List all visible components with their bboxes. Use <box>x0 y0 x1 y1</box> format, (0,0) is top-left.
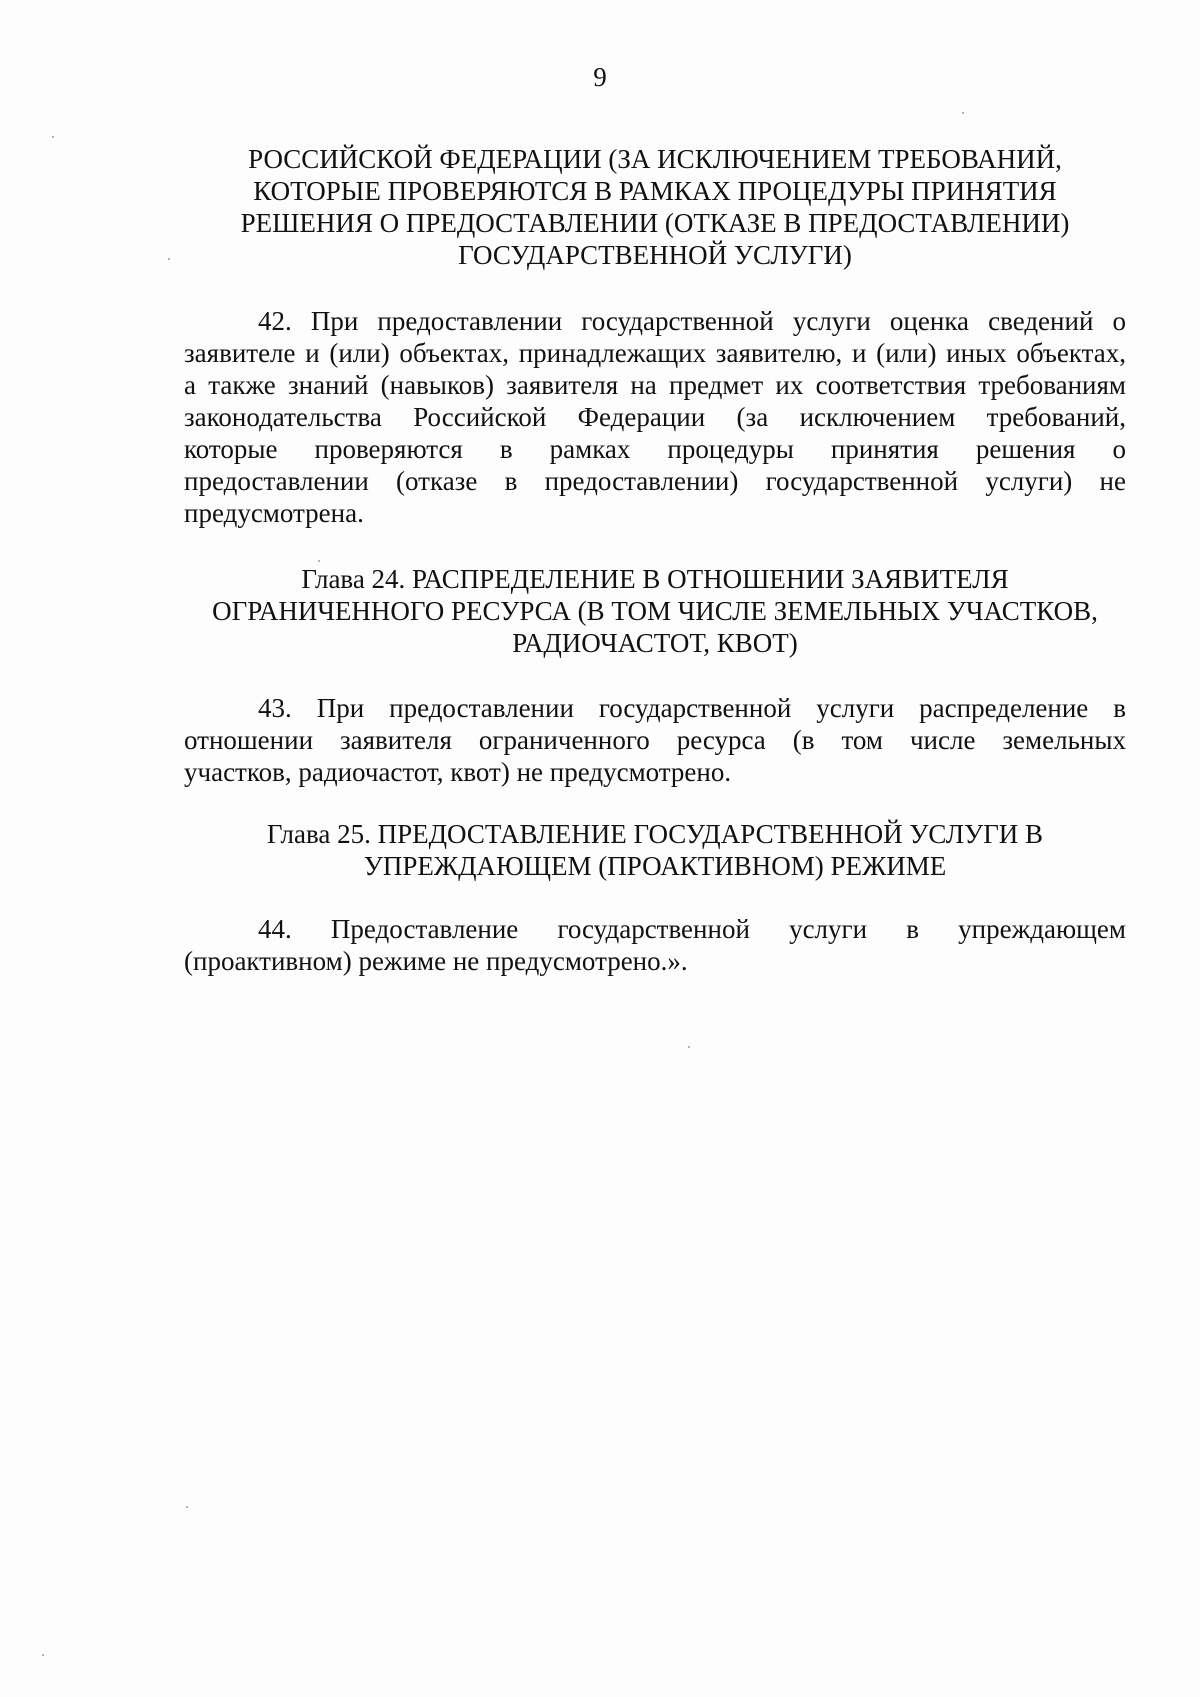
chapter-heading <box>184 563 1126 659</box>
paragraph-text <box>184 692 1126 788</box>
scan-speck <box>52 136 54 138</box>
chapter-24-heading <box>184 563 1126 659</box>
heading-line: РАДИОЧАСТОТ, КВОТ) <box>512 628 798 658</box>
paragraph-line: предусмотрена. <box>184 498 364 528</box>
page-number: 9 <box>593 62 607 92</box>
heading-line: ГОСУДАРСТВЕННОЙ УСЛУГИ) <box>458 240 852 270</box>
heading-line: КОТОРЫЕ ПРОВЕРЯЮТСЯ В РАМКАХ ПРОЦЕДУРЫ ПРИНЯТИЯ <box>253 176 1057 206</box>
paragraph-44 <box>184 913 1126 977</box>
paragraph-line: отношении заявителя ограниченного ресурса (в том числе земельных <box>184 725 1126 755</box>
paragraph-line: участков, радиочастот, квот) не предусмотрено. <box>184 757 732 787</box>
paragraph-line: законодательства Российской Федерации (за исключением требований, <box>184 402 1126 432</box>
heading-line: ОГРАНИЧЕННОГО РЕСУРСА (В ТОМ ЧИСЛЕ ЗЕМЕЛЬНЫХ УЧАСТКОВ, <box>212 596 1098 626</box>
heading-line: Глава 24. РАСПРЕДЕЛЕНИЕ В ОТНОШЕНИИ ЗАЯВИТЕЛЯ <box>301 564 1009 594</box>
scan-speck <box>168 258 170 260</box>
paragraph-line: предоставлении (отказе в предоставлении) государственной услуги) не <box>184 466 1126 496</box>
heading-line: РЕШЕНИЯ О ПРЕДОСТАВЛЕНИИ (ОТКАЗЕ В ПРЕДОСТАВЛЕНИИ) <box>240 208 1070 238</box>
chapter-25-heading <box>184 818 1126 882</box>
paragraph-line: заявителе и (или) объектах, принадлежащих заявителю, и (или) иных объектах, <box>184 338 1126 368</box>
paragraph-line: которые проверяются в рамках процедуры принятия решения о <box>184 434 1126 464</box>
scan-speck <box>962 112 964 114</box>
paragraph-text <box>184 913 1126 977</box>
paragraph-text <box>184 305 1126 529</box>
paragraph-line: (проактивном) режиме не предусмотрено.». <box>184 946 688 976</box>
paragraph-line: 42. При предоставлении государственной услуги оценка сведений о <box>258 306 1126 336</box>
scan-speck <box>318 560 320 562</box>
paragraph-line: а также знаний (навыков) заявителя на предмет их соответствия требованиям <box>184 370 1126 400</box>
heading-line: Глава 25. ПРЕДОСТАВЛЕНИЕ ГОСУДАРСТВЕННОЙ УСЛУГИ В <box>266 819 1044 849</box>
scan-speck <box>186 1506 188 1508</box>
heading-line: УПРЕЖДАЮЩЕМ (ПРОАКТИВНОМ) РЕЖИМЕ <box>363 851 947 881</box>
section-heading-continuation <box>184 143 1126 271</box>
paragraph-line: 44. Предоставление государственной услуги в упреждающем <box>258 914 1126 944</box>
scan-speck <box>688 1046 690 1048</box>
section-heading <box>184 143 1126 271</box>
scan-speck <box>42 1654 44 1656</box>
heading-line: РОССИЙСКОЙ ФЕДЕРАЦИИ (ЗА ИСКЛЮЧЕНИЕМ ТРЕБОВАНИЙ, <box>248 144 1062 174</box>
paragraph-43 <box>184 692 1126 788</box>
paragraph-42 <box>184 305 1126 529</box>
chapter-heading <box>184 818 1126 882</box>
paragraph-line: 43. При предоставлении государственной услуги распределение в <box>258 693 1126 723</box>
